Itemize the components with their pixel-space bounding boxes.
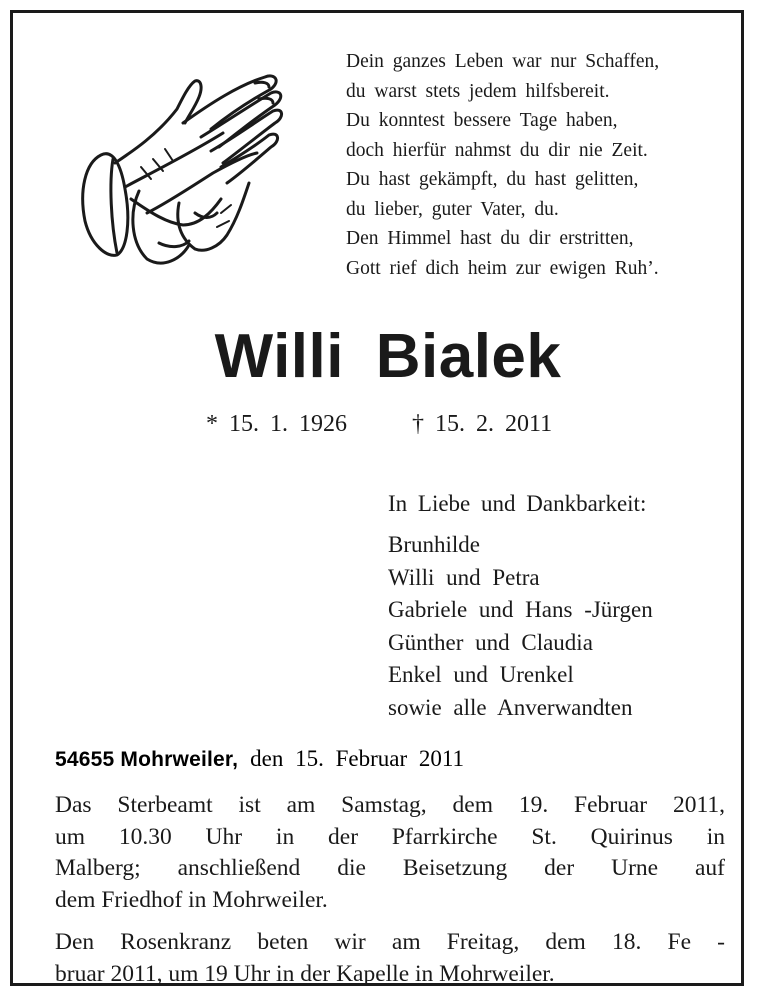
mourner-name: Willi und Petra [388, 564, 540, 590]
poem-line: Du konntest bessere Tage haben, [346, 110, 618, 131]
poem-line: doch hierfür nahmst du dir nie Zeit. [346, 139, 648, 161]
poem-line: Du hast gekämpft, du hast gelitten, [346, 169, 639, 190]
mourner-name: Günther und Claudia [388, 629, 593, 655]
place-name: 54655 Mohrweiler, [55, 748, 239, 771]
funeral-line: Malberg; anschließend die Beisetzung der Urne auf [55, 855, 725, 881]
notice-date: den 15. Februar 2011 [250, 746, 465, 771]
rosary-line: bruar 2011, um 19 Uhr in der Kapelle in Mohrweiler. [55, 960, 555, 987]
poem [346, 47, 659, 283]
poem-line: Dein ganzes Leben war nur Schaffen, [346, 51, 660, 72]
funeral-line: Das Sterbeamt ist am Samstag, dem 19. Februar 2011, [55, 792, 725, 818]
obituary-notice [10, 10, 744, 986]
place-and-date [55, 746, 464, 772]
mourner-name: sowie alle Anverwandten [388, 694, 633, 720]
birth-date: * 15. 1. 1926 [206, 411, 347, 437]
funeral-line: um 10.30 Uhr in der Pfarrkirche St. Quirinus in [55, 823, 725, 850]
deceased-name: Willi Bialek [214, 322, 562, 391]
mourner-name: Brunhilde [388, 532, 480, 557]
rosary-info [55, 927, 725, 990]
rosary-line: Den Rosenkranz beten wir am Freitag, dem 18. Fe - [55, 929, 725, 955]
mourners-list [388, 529, 653, 724]
poem-line: du warst stets jedem hilfsbereit. [346, 80, 610, 102]
praying-hands-icon [71, 63, 291, 268]
death-date: † 15. 2. 2011 [412, 411, 553, 437]
mourner-name: Gabriele und Hans -Jürgen [388, 597, 653, 622]
poem-line: du lieber, guter Vater, du. [346, 198, 559, 220]
funeral-line: dem Friedhof in Mohrweiler. [55, 886, 328, 913]
poem-line: Gott rief dich heim zur ewigen Ruh’. [346, 257, 659, 279]
funeral-info [55, 790, 725, 916]
mourners-intro: In Liebe und Dankbarkeit: [388, 491, 647, 516]
mourner-name: Enkel und Urenkel [388, 662, 574, 687]
poem-line: Den Himmel hast du dir erstritten, [346, 228, 634, 249]
